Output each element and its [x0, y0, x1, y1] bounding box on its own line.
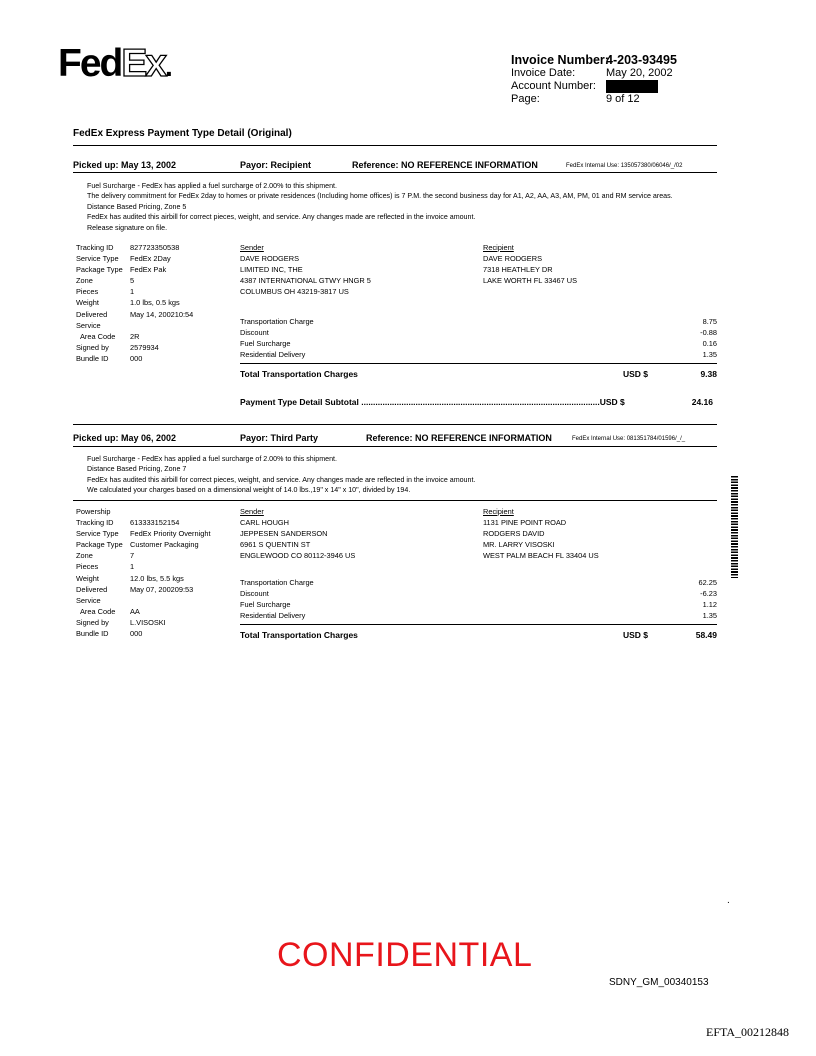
package-type: FedEx Pak — [130, 265, 167, 275]
charge-label: Transportation Charge — [240, 578, 314, 587]
s2-charge-values — [660, 577, 717, 621]
s1-recipient — [483, 242, 577, 286]
divider — [73, 446, 717, 447]
address-line: WEST PALM BEACH FL 33404 US — [483, 551, 599, 561]
page-number: 9 of 12 — [606, 93, 640, 105]
confidential-stamp: CONFIDENTIAL — [277, 936, 533, 974]
divider — [73, 500, 717, 501]
note-line: We calculated your charges based on a dimensional weight of 14.0 lbs.,19" x 14" x 10", divided by 194. — [87, 486, 411, 495]
transport-charge: 62.25 — [698, 578, 717, 587]
s2-recipient — [483, 506, 599, 561]
address-line: 6961 S QUENTIN ST — [240, 540, 311, 550]
pieces: 1 — [130, 287, 135, 297]
tracking-id: 613333152154 — [130, 518, 180, 528]
s1-usd: USD $ — [623, 369, 649, 379]
address-line: COLUMBUS OH 43219-3817 US — [240, 287, 349, 297]
field-label: Delivered — [76, 584, 108, 594]
recipient-heading: Recipient — [483, 243, 514, 252]
fedex-logo — [58, 44, 173, 83]
s2-total-label: Total Transportation Charges — [240, 630, 358, 640]
s1-sender — [240, 242, 371, 297]
note-line: FedEx has audited this airbill for correct pieces, weight, and service. Any changes made are reflected in the invoice amount. — [87, 213, 476, 222]
s1-shipment-fields — [76, 242, 193, 364]
address-line: 4387 INTERNATIONAL GTWY HNGR 5 — [240, 276, 371, 286]
s2-shipment-fields — [76, 506, 211, 639]
bundle-id: 000 — [130, 353, 143, 363]
charge-label: Fuel Surcharge — [240, 339, 291, 349]
address-line: RODGERS DAVID — [483, 529, 545, 539]
field-label: Signed by — [76, 342, 109, 352]
note-line: Distance Based Pricing, Zone 7 — [87, 465, 187, 474]
s2-total: 58.49 — [695, 630, 717, 640]
fuel-surcharge: 0.16 — [702, 339, 717, 349]
account-number-redaction — [606, 80, 658, 93]
logo-fed: Fed — [58, 42, 122, 85]
s2-picked-up: Picked up: May 06, 2002 — [73, 433, 177, 443]
zone: 5 — [130, 276, 135, 286]
divider — [240, 624, 717, 625]
subtotal-value: 24.16 — [691, 397, 713, 407]
s1-charge-labels — [240, 316, 314, 360]
address-line: CARL HOUGH — [240, 518, 290, 528]
address-line: ENGLEWOOD CO 80112-3946 US — [240, 551, 356, 561]
s1-internal-use: FedEx Internal Use: 135057380/06046/_/02 — [566, 163, 683, 169]
discount: -0.88 — [700, 328, 717, 338]
account-number-label: Account Number: — [511, 80, 596, 92]
divider — [240, 363, 717, 364]
invoice-number: 4-203-93495 — [606, 53, 677, 67]
field-label: Service Type — [76, 529, 119, 539]
field-label: Area Code — [80, 606, 116, 616]
signed-by: 2579934 — [130, 342, 159, 352]
address-line: MR. LARRY VISOSKI — [483, 540, 555, 550]
invoice-date-label: Invoice Date: — [511, 67, 576, 79]
s2-internal-use: FedEx Internal Use: 081351784/01596/_/_ — [572, 436, 686, 442]
address-line: DAVE RODGERS — [483, 254, 542, 264]
powership: Powership — [76, 507, 111, 516]
fuel-surcharge: 1.12 — [702, 600, 717, 610]
stray-dot: . — [727, 895, 730, 906]
field-label: Bundle ID — [76, 353, 109, 363]
tracking-id: 827723350538 — [130, 243, 180, 252]
logo-ex: Ex — [121, 42, 166, 85]
note-line: The delivery commitment for FedEx 2day to homes or private residences (Including home offices) is 7 P.M. the second business day for A1, A2, AA, A3, AM, PM, 01 and RM service areas. — [87, 192, 673, 201]
address-line: 1131 PINE POINT ROAD — [483, 518, 567, 528]
address-line: DAVE RODGERS — [240, 254, 299, 264]
divider — [73, 424, 717, 425]
sender-heading: Sender — [240, 243, 264, 252]
divider — [73, 145, 717, 146]
field-label: Weight — [76, 298, 99, 308]
s2-notes — [87, 454, 475, 496]
s2-usd: USD $ — [623, 630, 649, 640]
s2-reference: Reference: NO REFERENCE INFORMATION — [366, 433, 552, 443]
note-line: Fuel Surcharge - FedEx has applied a fuel surcharge of 2.00% to this shipment. — [87, 182, 337, 190]
address-line: LAKE WORTH FL 33467 US — [483, 276, 578, 286]
field-label: Bundle ID — [76, 629, 109, 639]
section-title: FedEx Express Payment Type Detail (Original) — [73, 128, 292, 139]
zone: 7 — [130, 551, 135, 561]
residential-delivery: 1.35 — [702, 611, 717, 621]
field-label: Service — [76, 320, 101, 330]
invoice-header — [511, 54, 677, 106]
note-line: FedEx has audited this airbill for correct pieces, weight, and service. Any changes made are reflected in the invoice amount. — [87, 475, 476, 484]
address-line: LIMITED INC, THE — [240, 265, 303, 275]
divider — [73, 172, 717, 173]
logo-dot: . — [165, 51, 173, 82]
field-label: Service Type — [76, 254, 119, 264]
s2-charge-labels — [240, 577, 314, 621]
charge-label: Residential Delivery — [240, 611, 306, 621]
field-label: Package Type — [76, 540, 123, 550]
charge-label: Transportation Charge — [240, 317, 314, 326]
field-label: Zone — [76, 276, 93, 286]
s1-charge-values — [660, 316, 717, 360]
s2-sender — [240, 506, 355, 561]
pieces: 1 — [130, 562, 135, 572]
address-line: 7318 HEATHLEY DR — [483, 265, 553, 275]
service-type: FedEx 2Day — [130, 254, 171, 264]
note-line: Fuel Surcharge - FedEx has applied a fuel surcharge of 2.00% to this shipment. — [87, 455, 337, 463]
invoice-date: May 20, 2002 — [606, 67, 673, 79]
delivered: May 14, 200210:54 — [130, 309, 194, 319]
weight: 1.0 lbs, 0.5 kgs — [130, 298, 180, 308]
field-label: Area Code — [80, 331, 116, 341]
signed-by: L.VISOSKI — [130, 617, 166, 627]
charge-label: Discount — [240, 589, 269, 599]
bundle-id: 000 — [130, 629, 143, 639]
bates-number: SDNY_GM_00340153 — [609, 977, 709, 988]
recipient-heading: Recipient — [483, 507, 514, 516]
sender-heading: Sender — [240, 507, 264, 516]
charge-label: Discount — [240, 328, 269, 338]
field-label: Signed by — [76, 617, 109, 627]
area-code: AA — [130, 606, 140, 616]
note-line: Distance Based Pricing, Zone 5 — [87, 202, 187, 211]
s1-total-label: Total Transportation Charges — [240, 369, 358, 379]
field-label: Package Type — [76, 265, 123, 275]
service-type: FedEx Priority Overnight — [130, 529, 211, 539]
weight: 12.0 lbs, 5.5 kgs — [130, 573, 184, 583]
residential-delivery: 1.35 — [702, 350, 717, 360]
field-label: Weight — [76, 573, 99, 583]
barcode — [731, 476, 738, 578]
delivered: May 07, 200209:53 — [130, 584, 194, 594]
area-code: 2R — [130, 331, 140, 341]
invoice-number-label: Invoice Number: — [511, 53, 609, 67]
field-label: Delivered — [76, 309, 108, 319]
field-label: Service — [76, 595, 101, 605]
package-type: Customer Packaging — [130, 540, 199, 550]
discount: -6.23 — [700, 589, 717, 599]
s1-total: 9.38 — [700, 369, 717, 379]
efta-number: EFTA_00212848 — [706, 1025, 790, 1039]
field-label: Tracking ID — [76, 243, 114, 252]
field-label: Zone — [76, 551, 93, 561]
page-label: Page: — [511, 93, 540, 105]
s2-payor: Payor: Third Party — [240, 433, 319, 443]
charge-label: Residential Delivery — [240, 350, 306, 360]
s1-picked-up: Picked up: May 13, 2002 — [73, 160, 177, 170]
s1-notes — [87, 181, 673, 233]
subtotal-label: Payment Type Detail Subtotal .....................................................................................................USD $ — [240, 397, 625, 407]
address-line: JEPPESEN SANDERSON — [240, 529, 328, 539]
transport-charge: 8.75 — [702, 317, 717, 326]
field-label: Pieces — [76, 287, 99, 297]
field-label: Pieces — [76, 562, 99, 572]
s1-payor: Payor: Recipient — [240, 160, 312, 170]
field-label: Tracking ID — [76, 518, 114, 528]
s1-reference: Reference: NO REFERENCE INFORMATION — [352, 160, 538, 170]
note-line: Release signature on file. — [87, 223, 168, 232]
charge-label: Fuel Surcharge — [240, 600, 291, 610]
